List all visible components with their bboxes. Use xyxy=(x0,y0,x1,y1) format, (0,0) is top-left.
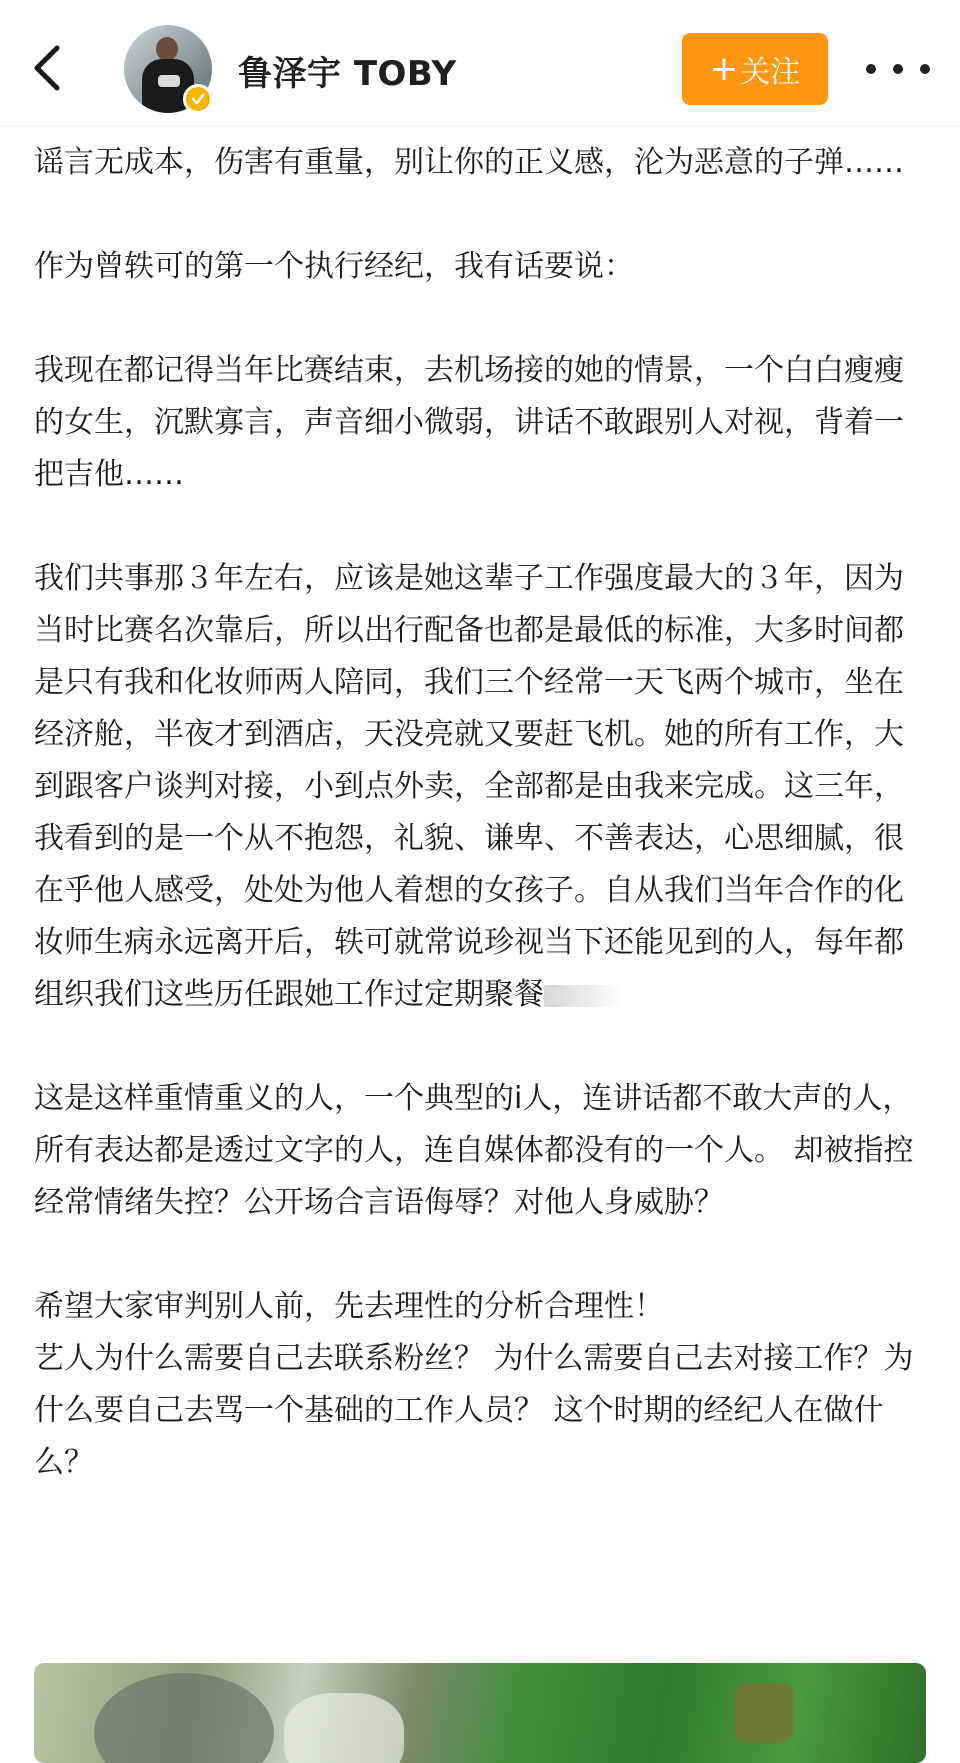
post-paragraph: 这是这样重情重义的人，一个典型的i人，连讲话都不敢大声的人， 所有表达都是透过文字的人，连自媒体都没有的一个人。 却被指控经常情绪失控？公开场合言语侮辱？对他人身威胁？ xyxy=(34,1081,914,1220)
back-button[interactable] xyxy=(24,40,68,96)
post-paragraph: 谣言无成本，伤害有重量，别让你的正义感，沦为恶意的子弹…… xyxy=(34,145,904,180)
follow-label: 关注 xyxy=(740,55,801,90)
plus-icon: + xyxy=(709,49,739,89)
more-dots-icon xyxy=(866,64,876,74)
post-paragraph: 我现在都记得当年比赛结束，去机场接的她的情景，一个白白瘦瘦的女生，沉默寡言，声音细小微弱，讲话不敢跟别人对视，背着一把吉他…… xyxy=(34,353,904,492)
text-fade xyxy=(544,985,624,1007)
user-name[interactable]: 鲁泽宇 TOBY xyxy=(238,54,457,94)
post-paragraph: 作为曾轶可的第一个执行经纪，我有话要说： xyxy=(34,249,634,284)
follow-button[interactable] xyxy=(682,33,828,105)
more-button[interactable] xyxy=(866,52,930,86)
post-body xyxy=(34,137,926,1489)
post-paragraph: 我们共事那３年左右，应该是她这辈子工作强度最大的３年，因为当时比赛名次靠后，所以出行配备也都是最低的标准，大多时间都是只有我和化妆师两人陪同，我们三个经常一天飞两个城市，坐在经济舱，半夜才到酒店，天没亮就又要赶飞机。她的所有工作，大到跟客户谈判对接，小到点外卖，全部都是由我来完成。这三年，我看到的是一个从不抱怨，礼貌、谦卑、不善表达，心思细腻，很在乎他人感受，处处为他人着想的女孩子。自从我们当年合作的化妆师生病永远离开后，轶可就常说珍视当下还能见到的人，每年都组织我们这些历任跟她工作过定期聚餐 xyxy=(34,561,904,1012)
chevron-left-icon xyxy=(31,44,61,92)
post-image[interactable] xyxy=(34,1663,926,1763)
post-paragraph: 希望大家审判别人前，先去理性的分析合理性！ xyxy=(34,1289,664,1324)
post-paragraph: 艺人为什么需要自己去联系粉丝？ 为什么需要自己去对接工作？为什么要自己去骂一个基础的工作人员？ 这个时期的经纪人在做什么？ xyxy=(34,1341,914,1480)
post-header xyxy=(0,0,960,127)
verified-badge-icon xyxy=(183,84,213,114)
